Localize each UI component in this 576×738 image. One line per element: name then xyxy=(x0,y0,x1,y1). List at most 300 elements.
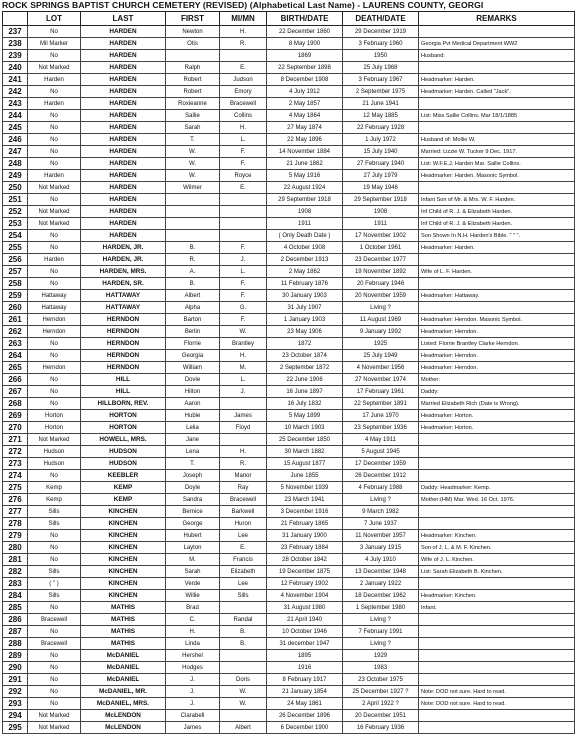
last-name-cell: HERNDON xyxy=(81,314,166,326)
table-row xyxy=(3,146,575,158)
lot-cell: No xyxy=(28,470,81,482)
remarks-cell xyxy=(419,506,575,518)
entry-number: 257 xyxy=(3,266,28,278)
birth-date-cell: 21 June 1862 xyxy=(267,158,343,170)
lot-cell: No xyxy=(28,110,81,122)
birth-date-cell: 1872 xyxy=(267,338,343,350)
entry-number: 284 xyxy=(3,590,28,602)
middle-name-cell: H. xyxy=(220,122,267,134)
remarks-cell: Infant Son of Mr. & Mrs. W. F. Harden. xyxy=(419,194,575,206)
first-name-cell: B. xyxy=(166,278,220,290)
death-date-cell: 1908 xyxy=(343,206,419,218)
first-name-cell: B. xyxy=(166,242,220,254)
entry-number: 240 xyxy=(3,62,28,74)
entry-number: 270 xyxy=(3,422,28,434)
entry-number: 266 xyxy=(3,374,28,386)
remarks-cell: Husband: xyxy=(419,50,575,62)
table-row xyxy=(3,470,575,482)
first-name-cell: Newton xyxy=(166,26,220,38)
column-header-lot: LOT xyxy=(28,12,81,26)
death-date-cell: 9 January 1992 xyxy=(343,326,419,338)
last-name-cell: HUDSON xyxy=(81,458,166,470)
birth-date-cell: 22 August 1924 xyxy=(267,182,343,194)
lot-cell: No xyxy=(28,686,81,698)
table-row xyxy=(3,566,575,578)
page-title: ROCK SPRINGS BAPTIST CHURCH CEMETERY (REVISED) (Alphabetical Last Name) - LAURENS COUNTY, GEORGI xyxy=(2,0,484,10)
table-row xyxy=(3,458,575,470)
lot-cell: Kemp xyxy=(28,482,81,494)
remarks-cell: Headmarker: Herndon. Masonic Symbol. xyxy=(419,314,575,326)
birth-date-cell: 16 July 1832 xyxy=(267,398,343,410)
remarks-cell: Headmarker: Harden. Called "Jack". xyxy=(419,86,575,98)
table-row xyxy=(3,374,575,386)
table-row xyxy=(3,74,575,86)
table-row xyxy=(3,158,575,170)
remarks-cell: Mother: xyxy=(419,374,575,386)
table-row xyxy=(3,278,575,290)
birth-date-cell: 21 February 1865 xyxy=(267,518,343,530)
lot-cell: No xyxy=(28,134,81,146)
remarks-cell xyxy=(419,434,575,446)
death-date-cell: 4 July 1910 xyxy=(343,554,419,566)
death-date-cell: 29 December 1919 xyxy=(343,26,419,38)
lot-cell: Mil Marker xyxy=(28,38,81,50)
birth-date-cell: 22 December 1860 xyxy=(267,26,343,38)
remarks-cell xyxy=(419,278,575,290)
middle-name-cell: G. xyxy=(220,302,267,314)
first-name-cell: Albert xyxy=(166,290,220,302)
last-name-cell: HOWELL, MRS. xyxy=(81,434,166,446)
entry-number: 258 xyxy=(3,278,28,290)
entry-number: 294 xyxy=(3,710,28,722)
first-name-cell: A. xyxy=(166,266,220,278)
entry-number: 264 xyxy=(3,350,28,362)
death-date-cell: 1 September 1980 xyxy=(343,602,419,614)
death-date-cell: 4 May 1911 xyxy=(343,434,419,446)
middle-name-cell: B. xyxy=(220,626,267,638)
table-row xyxy=(3,62,575,74)
death-date-cell: 20 December 1951 xyxy=(343,710,419,722)
death-date-cell: 2 September 1975 xyxy=(343,86,419,98)
lot-cell: No xyxy=(28,26,81,38)
birth-date-cell: 5 November 1939 xyxy=(267,482,343,494)
last-name-cell: HARDEN xyxy=(81,170,166,182)
lot-cell: Horton xyxy=(28,422,81,434)
entry-number: 252 xyxy=(3,206,28,218)
birth-date-cell: 25 December 1850 xyxy=(267,434,343,446)
entry-number: 292 xyxy=(3,686,28,698)
birth-date-cell: 3 December 1916 xyxy=(267,506,343,518)
table-body xyxy=(3,26,575,734)
table-row xyxy=(3,446,575,458)
lot-cell: No xyxy=(28,122,81,134)
remarks-cell: Headmarker: Horton. xyxy=(419,410,575,422)
table-row xyxy=(3,530,575,542)
first-name-cell: Hershel xyxy=(166,650,220,662)
death-date-cell: 18 December 1962 xyxy=(343,590,419,602)
column-header-birth: BIRTH/DATE xyxy=(267,12,343,26)
middle-name-cell: R. xyxy=(220,458,267,470)
entry-number: 265 xyxy=(3,362,28,374)
middle-name-cell: E. xyxy=(220,62,267,74)
lot-cell: Horton xyxy=(28,410,81,422)
death-date-cell: 27 July 1979 xyxy=(343,170,419,182)
birth-date-cell: 23 October 1874 xyxy=(267,350,343,362)
remarks-cell: Listed: Florrie Brantley Clarke Herndon. xyxy=(419,338,575,350)
first-name-cell: Hilton xyxy=(166,386,220,398)
last-name-cell: KEMP xyxy=(81,482,166,494)
remarks-cell: Headmarker: Kinchen. xyxy=(419,530,575,542)
first-name-cell: W. xyxy=(166,146,220,158)
death-date-cell: 25 July 1968 xyxy=(343,62,419,74)
first-name-cell: Lena xyxy=(166,446,220,458)
remarks-cell: Note: DOD not sure. Hard to read. xyxy=(419,686,575,698)
entry-number: 243 xyxy=(3,98,28,110)
table-row xyxy=(3,122,575,134)
lot-cell: No xyxy=(28,602,81,614)
remarks-cell xyxy=(419,98,575,110)
table-row xyxy=(3,338,575,350)
last-name-cell: HARDEN xyxy=(81,38,166,50)
lot-cell: No xyxy=(28,194,81,206)
birth-date-cell: 10 October 1946 xyxy=(267,626,343,638)
first-name-cell: Wilmer xyxy=(166,182,220,194)
first-name-cell: J. xyxy=(166,674,220,686)
remarks-cell xyxy=(419,710,575,722)
last-name-cell: HARDEN xyxy=(81,182,166,194)
birth-date-cell: 4 May 1864 xyxy=(267,110,343,122)
lot-cell: Hattaway xyxy=(28,290,81,302)
first-name-cell: Doyle xyxy=(166,482,220,494)
birth-date-cell: 27 May 1874 xyxy=(267,122,343,134)
last-name-cell: HATTAWAY xyxy=(81,302,166,314)
middle-name-cell xyxy=(220,230,267,242)
table-row xyxy=(3,302,575,314)
table-row xyxy=(3,350,575,362)
first-name-cell: Alpha xyxy=(166,302,220,314)
remarks-cell: Headmarker: Harden. xyxy=(419,74,575,86)
lot-cell: Harden xyxy=(28,254,81,266)
table-row xyxy=(3,650,575,662)
table-row xyxy=(3,482,575,494)
last-name-cell: HUDSON xyxy=(81,446,166,458)
burial-table xyxy=(2,11,575,734)
lot-cell: Herndon xyxy=(28,314,81,326)
birth-date-cell: 22 May 1896 xyxy=(267,134,343,146)
lot-cell: Not Marked xyxy=(28,62,81,74)
last-name-cell: HARDEN xyxy=(81,26,166,38)
death-date-cell: 4 November 1956 xyxy=(343,362,419,374)
middle-name-cell: Collins xyxy=(220,110,267,122)
lot-cell: No xyxy=(28,158,81,170)
middle-name-cell: Emory xyxy=(220,86,267,98)
remarks-cell: Infant. xyxy=(419,602,575,614)
birth-date-cell: 15 August 1877 xyxy=(267,458,343,470)
table-row xyxy=(3,110,575,122)
table-row xyxy=(3,194,575,206)
death-date-cell: 17 December 1959 xyxy=(343,458,419,470)
middle-name-cell: Bracewell xyxy=(220,494,267,506)
birth-date-cell: 1869 xyxy=(267,50,343,62)
entry-number: 241 xyxy=(3,74,28,86)
death-date-cell: 20 November 1959 xyxy=(343,290,419,302)
entry-number: 244 xyxy=(3,110,28,122)
first-name-cell: Ralph xyxy=(166,62,220,74)
last-name-cell: HERNDON xyxy=(81,350,166,362)
last-name-cell: McDANIEL, MRS. xyxy=(81,698,166,710)
death-date-cell: 21 June 1941 xyxy=(343,98,419,110)
birth-date-cell: 5 May 1899 xyxy=(267,410,343,422)
first-name-cell: Otis xyxy=(166,38,220,50)
entry-number: 247 xyxy=(3,146,28,158)
first-name-cell: Bernice xyxy=(166,506,220,518)
remarks-cell xyxy=(419,26,575,38)
first-name-cell: Hodges xyxy=(166,662,220,674)
lot-cell: No xyxy=(28,674,81,686)
middle-name-cell: W. xyxy=(220,326,267,338)
remarks-cell xyxy=(419,626,575,638)
lot-cell: Sills xyxy=(28,566,81,578)
table-row xyxy=(3,686,575,698)
death-date-cell: 1911 xyxy=(343,218,419,230)
table-row xyxy=(3,422,575,434)
death-date-cell: 1925 xyxy=(343,338,419,350)
death-date-cell: 16 February 1936 xyxy=(343,722,419,734)
last-name-cell: KEMP xyxy=(81,494,166,506)
middle-name-cell xyxy=(220,710,267,722)
death-date-cell: 20 February 1946 xyxy=(343,278,419,290)
lot-cell: Sills xyxy=(28,590,81,602)
entry-number: 248 xyxy=(3,158,28,170)
birth-date-cell: 2 May 1862 xyxy=(267,266,343,278)
birth-date-cell: 1895 xyxy=(267,650,343,662)
entry-number: 260 xyxy=(3,302,28,314)
cemetery-record-sheet xyxy=(2,0,574,734)
table-row xyxy=(3,134,575,146)
table-row xyxy=(3,626,575,638)
lot-cell: No xyxy=(28,230,81,242)
middle-name-cell: M. xyxy=(220,362,267,374)
table-row xyxy=(3,494,575,506)
entry-number: 273 xyxy=(3,458,28,470)
death-date-cell: 19 May 1946 xyxy=(343,182,419,194)
lot-cell: Sills xyxy=(28,506,81,518)
death-date-cell: 5 August 1945 xyxy=(343,446,419,458)
remarks-cell: List: Sarah Elizabeth B. Kinchen. xyxy=(419,566,575,578)
entry-number: 253 xyxy=(3,218,28,230)
middle-name-cell: F. xyxy=(220,158,267,170)
birth-date-cell: 31 January 1900 xyxy=(267,530,343,542)
table-row xyxy=(3,386,575,398)
death-date-cell: 25 December 1927 ? xyxy=(343,686,419,698)
last-name-cell: HARDEN xyxy=(81,62,166,74)
entry-number: 263 xyxy=(3,338,28,350)
entry-number: 239 xyxy=(3,50,28,62)
last-name-cell: HERNDON xyxy=(81,362,166,374)
first-name-cell xyxy=(166,218,220,230)
remarks-cell xyxy=(419,458,575,470)
lot-cell: No xyxy=(28,662,81,674)
death-date-cell: 17 February 1961 xyxy=(343,386,419,398)
remarks-cell: Headmarker: Herndon. xyxy=(419,350,575,362)
first-name-cell: R. xyxy=(166,254,220,266)
lot-cell: No xyxy=(28,146,81,158)
lot-cell: Not Marked xyxy=(28,206,81,218)
last-name-cell: KINCHEN xyxy=(81,506,166,518)
table-row xyxy=(3,242,575,254)
first-name-cell: Dovie xyxy=(166,374,220,386)
table-row xyxy=(3,230,575,242)
middle-name-cell: F. xyxy=(220,242,267,254)
death-date-cell: 7 June 1937 xyxy=(343,518,419,530)
first-name-cell: George xyxy=(166,518,220,530)
birth-date-cell: 1908 xyxy=(267,206,343,218)
birth-date-cell: 8 May 1900 xyxy=(267,38,343,50)
entry-number: 286 xyxy=(3,614,28,626)
birth-date-cell: 4 November 1904 xyxy=(267,590,343,602)
table-row xyxy=(3,542,575,554)
last-name-cell: KINCHEN xyxy=(81,566,166,578)
table-row xyxy=(3,410,575,422)
remarks-cell xyxy=(419,254,575,266)
last-name-cell: McLENDON xyxy=(81,722,166,734)
middle-name-cell: Bracewell xyxy=(220,98,267,110)
lot-cell: No xyxy=(28,278,81,290)
death-date-cell: 29 September 1918 xyxy=(343,194,419,206)
last-name-cell: HERNDON xyxy=(81,338,166,350)
last-name-cell: HARDEN xyxy=(81,230,166,242)
first-name-cell: T. xyxy=(166,134,220,146)
last-name-cell: MATHIS xyxy=(81,626,166,638)
lot-cell: No xyxy=(28,374,81,386)
lot-cell: Hudson xyxy=(28,458,81,470)
last-name-cell: KINCHEN xyxy=(81,530,166,542)
death-date-cell: Living ? xyxy=(343,302,419,314)
birth-date-cell: 26 December 1896 xyxy=(267,710,343,722)
middle-name-cell: Randal xyxy=(220,614,267,626)
birth-date-cell: 22 September 1898 xyxy=(267,62,343,74)
last-name-cell: MATHIS xyxy=(81,614,166,626)
middle-name-cell: H. xyxy=(220,26,267,38)
birth-date-cell: 24 May 1861 xyxy=(267,698,343,710)
lot-cell: Bracewell xyxy=(28,614,81,626)
birth-date-cell: 22 June 1906 xyxy=(267,374,343,386)
middle-name-cell xyxy=(220,218,267,230)
birth-date-cell: 11 February 1876 xyxy=(267,278,343,290)
remarks-cell: Headmarker: Harden. xyxy=(419,242,575,254)
entry-number: 251 xyxy=(3,194,28,206)
last-name-cell: HARDEN xyxy=(81,110,166,122)
last-name-cell: HILLBORN, REV. xyxy=(81,398,166,410)
first-name-cell: Sarah xyxy=(166,566,220,578)
lot-cell: Harden xyxy=(28,98,81,110)
first-name-cell: Linda xyxy=(166,638,220,650)
middle-name-cell: J. xyxy=(220,254,267,266)
lot-cell: Sills xyxy=(28,518,81,530)
remarks-cell xyxy=(419,614,575,626)
birth-date-cell: 4 July 1912 xyxy=(267,86,343,98)
first-name-cell: William xyxy=(166,362,220,374)
last-name-cell: HARDEN xyxy=(81,86,166,98)
death-date-cell: 13 December 1948 xyxy=(343,566,419,578)
remarks-cell xyxy=(419,722,575,734)
first-name-cell: Hubert xyxy=(166,530,220,542)
middle-name-cell: W. xyxy=(220,698,267,710)
middle-name-cell: Sills xyxy=(220,590,267,602)
first-name-cell: Lelia xyxy=(166,422,220,434)
table-row xyxy=(3,662,575,674)
last-name-cell: HARDEN xyxy=(81,134,166,146)
first-name-cell: M. xyxy=(166,554,220,566)
lot-cell: No xyxy=(28,266,81,278)
birth-date-cell: 30 January 1903 xyxy=(267,290,343,302)
entry-number: 276 xyxy=(3,494,28,506)
entry-number: 255 xyxy=(3,242,28,254)
birth-date-cell: 14 November 1884 xyxy=(267,146,343,158)
last-name-cell: HARDEN xyxy=(81,158,166,170)
birth-date-cell: 12 February 1902 xyxy=(267,578,343,590)
lot-cell: No xyxy=(28,542,81,554)
lot-cell: No xyxy=(28,650,81,662)
first-name-cell: Willie xyxy=(166,590,220,602)
lot-cell: No xyxy=(28,50,81,62)
table-row xyxy=(3,722,575,734)
entry-number: 249 xyxy=(3,170,28,182)
middle-name-cell: L. xyxy=(220,374,267,386)
entry-number: 237 xyxy=(3,26,28,38)
lot-cell: Not Marked xyxy=(28,218,81,230)
first-name-cell: C. xyxy=(166,614,220,626)
table-row xyxy=(3,674,575,686)
table-row xyxy=(3,326,575,338)
table-row xyxy=(3,266,575,278)
entry-number: 272 xyxy=(3,446,28,458)
middle-name-cell: Barkwell xyxy=(220,506,267,518)
death-date-cell: 4 February 1988 xyxy=(343,482,419,494)
middle-name-cell: Albert xyxy=(220,722,267,734)
table-row xyxy=(3,38,575,50)
last-name-cell: HATTAWAY xyxy=(81,290,166,302)
last-name-cell: KINCHEN xyxy=(81,554,166,566)
column-header-number xyxy=(3,12,28,26)
first-name-cell: James xyxy=(166,722,220,734)
first-name-cell: J. xyxy=(166,686,220,698)
birth-date-cell: 31 July 1907 xyxy=(267,302,343,314)
column-header-first: FIRST xyxy=(166,12,220,26)
death-date-cell: Living ? xyxy=(343,614,419,626)
table-row xyxy=(3,170,575,182)
table-row xyxy=(3,182,575,194)
first-name-cell: Sandra xyxy=(166,494,220,506)
middle-name-cell: Brantley xyxy=(220,338,267,350)
lot-cell: No xyxy=(28,398,81,410)
last-name-cell: HARDEN xyxy=(81,206,166,218)
entry-number: 277 xyxy=(3,506,28,518)
middle-name-cell: F. xyxy=(220,314,267,326)
remarks-cell: Mother:(HM) Mar. Wed. 16 Oct. 1976. xyxy=(419,494,575,506)
last-name-cell: HORTON xyxy=(81,410,166,422)
first-name-cell: Joseph xyxy=(166,470,220,482)
table-row xyxy=(3,590,575,602)
birth-date-cell: 31 december 1947 xyxy=(267,638,343,650)
middle-name-cell: F. xyxy=(220,278,267,290)
entry-number: 250 xyxy=(3,182,28,194)
first-name-cell: Roxieanne xyxy=(166,98,220,110)
table-row xyxy=(3,398,575,410)
death-date-cell: 2 January 1922 xyxy=(343,578,419,590)
middle-name-cell: R. xyxy=(220,38,267,50)
entry-number: 267 xyxy=(3,386,28,398)
